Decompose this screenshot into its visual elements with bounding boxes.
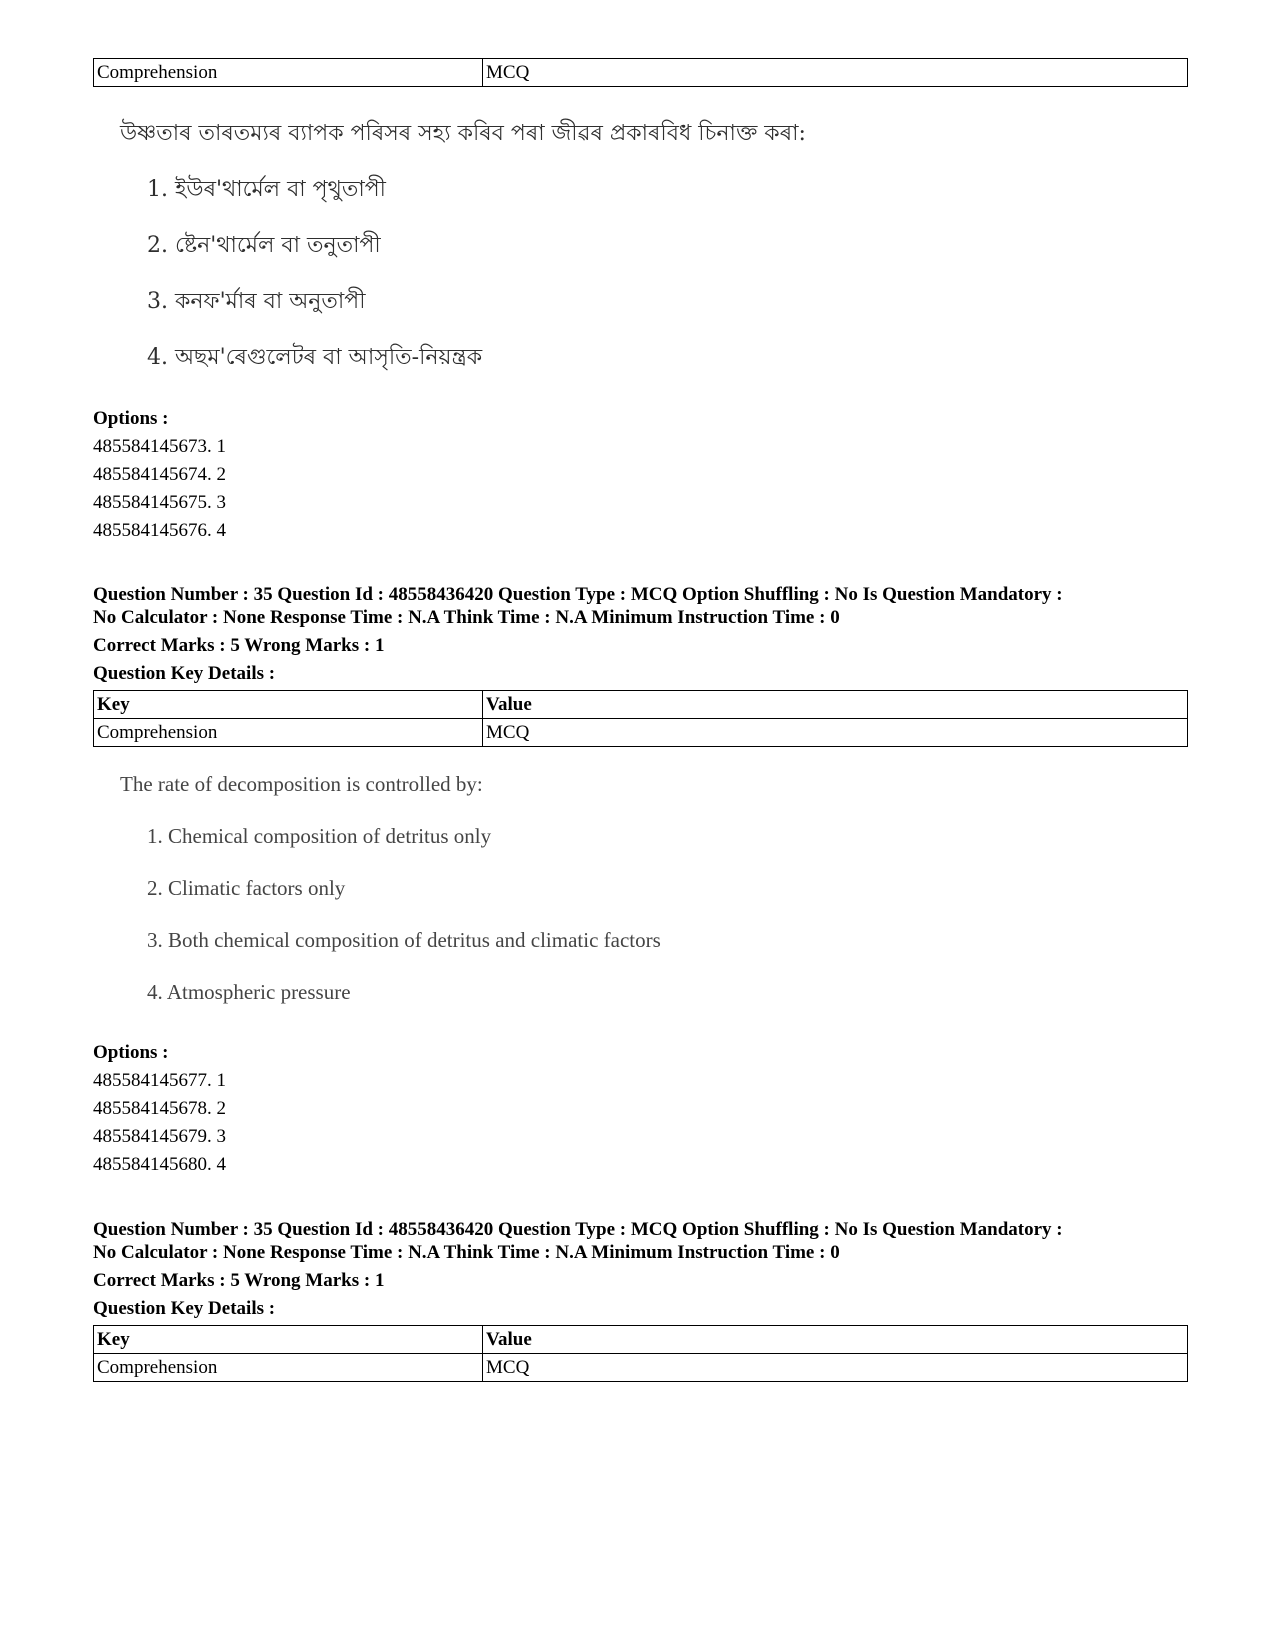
question-stem: উষ্ণতাৰ তাৰতম্যৰ ব্যাপক পৰিসৰ সহ্য কৰিব পৰা জীৱৰ প্ৰকাৰবিধ চিনাক্ত কৰা: bbox=[120, 121, 806, 146]
question-key-table bbox=[93, 58, 1188, 87]
question-meta-line: Question Number : 35 Question Id : 48558436420 Question Type : MCQ Option Shuffling : No Is Question Mandatory : bbox=[93, 1219, 1063, 1240]
value-cell: MCQ bbox=[483, 719, 1188, 747]
question-choice: 4. অছম'ৰেগুলেটৰ বা আসৃতি-নিয়ন্ত্ৰক bbox=[147, 345, 483, 370]
question-meta bbox=[93, 583, 1193, 629]
question-choice: 1. Chemical composition of detritus only bbox=[147, 824, 492, 848]
key-cell: Comprehension bbox=[94, 1354, 483, 1382]
option-item: 485584145678. 2 bbox=[93, 1098, 226, 1119]
option-item: 485584145674. 2 bbox=[93, 464, 226, 485]
table-row bbox=[94, 1354, 1188, 1382]
question-choice: 2. Climatic factors only bbox=[147, 876, 346, 900]
question-choice: 1. ইউৰ'থাৰ্মেল বা পৃথুতাপী bbox=[147, 177, 386, 202]
options-label: Options : bbox=[93, 408, 169, 429]
question-choice: 2. ষ্টেন'থাৰ্মেল বা তনুতাপী bbox=[147, 233, 381, 258]
key-details-label: Question Key Details : bbox=[93, 1298, 276, 1319]
table-row bbox=[94, 719, 1188, 747]
question-key-table bbox=[93, 1325, 1188, 1382]
key-cell: Comprehension bbox=[94, 59, 483, 87]
key-details-label: Question Key Details : bbox=[93, 663, 276, 684]
key-header: Key bbox=[94, 691, 483, 719]
question-key-table bbox=[93, 690, 1188, 747]
question-choice: 3. Both chemical composition of detritus and climatic factors bbox=[147, 928, 661, 952]
value-cell: MCQ bbox=[483, 59, 1188, 87]
options-label: Options : bbox=[93, 1042, 169, 1063]
key-cell: Comprehension bbox=[94, 719, 483, 747]
table-header-row bbox=[94, 1326, 1188, 1354]
table-header-row bbox=[94, 691, 1188, 719]
option-item: 485584145676. 4 bbox=[93, 520, 226, 541]
option-item: 485584145675. 3 bbox=[93, 492, 226, 513]
key-header: Key bbox=[94, 1326, 483, 1354]
option-item: 485584145680. 4 bbox=[93, 1154, 226, 1175]
option-item: 485584145679. 3 bbox=[93, 1126, 226, 1147]
value-cell: MCQ bbox=[483, 1354, 1188, 1382]
marks-line: Correct Marks : 5 Wrong Marks : 1 bbox=[93, 635, 385, 656]
question-meta-line: No Calculator : None Response Time : N.A Think Time : N.A Minimum Instruction Time : 0 bbox=[93, 607, 840, 628]
value-header: Value bbox=[483, 1326, 1188, 1354]
question-choice: 3. কনফ'ৰ্মাৰ বা অনুতাপী bbox=[147, 289, 366, 314]
question-choice: 4. Atmospheric pressure bbox=[147, 980, 351, 1004]
question-meta-line: Question Number : 35 Question Id : 48558436420 Question Type : MCQ Option Shuffling : No Is Question Mandatory : bbox=[93, 584, 1063, 605]
table-row bbox=[94, 59, 1188, 87]
question-meta bbox=[93, 1218, 1193, 1264]
question-stem: The rate of decomposition is controlled by: bbox=[120, 772, 483, 796]
question-meta-line: No Calculator : None Response Time : N.A Think Time : N.A Minimum Instruction Time : 0 bbox=[93, 1242, 840, 1263]
option-item: 485584145677. 1 bbox=[93, 1070, 226, 1091]
value-header: Value bbox=[483, 691, 1188, 719]
marks-line: Correct Marks : 5 Wrong Marks : 1 bbox=[93, 1270, 385, 1291]
option-item: 485584145673. 1 bbox=[93, 436, 226, 457]
